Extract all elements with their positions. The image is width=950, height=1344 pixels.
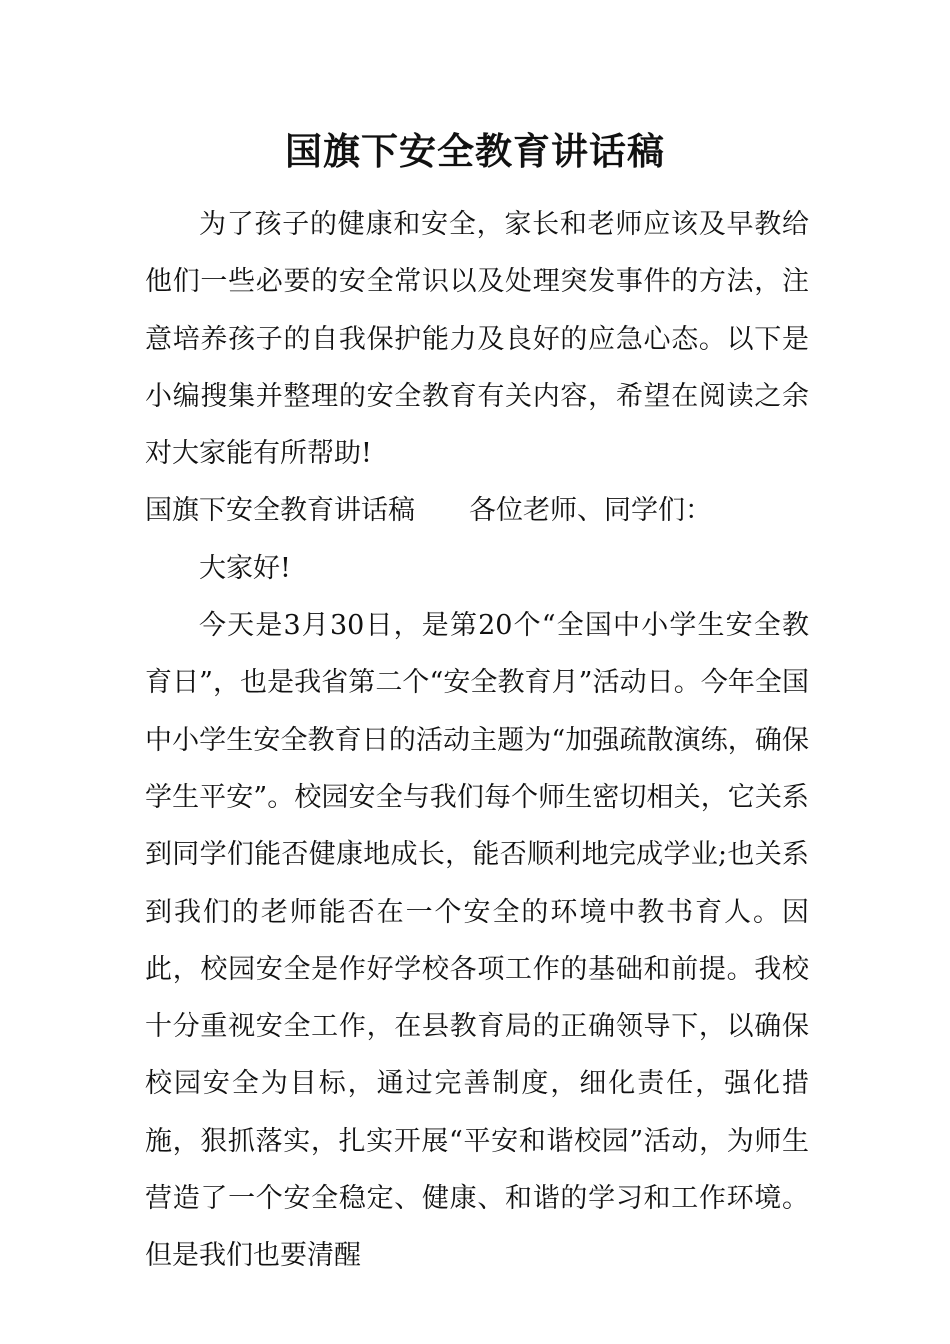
intro-paragraph: 为了孩子的健康和安全，家长和老师应该及早教给他们一些必要的安全常识以及处理突发事件的方法，注意培养孩子的自我保护能力及良好的应急心态。以下是小编搜集并整理的安全教育有关内容，希望在阅读之余对大家能有所帮助! (145, 209, 809, 470)
document-title: 国旗下安全教育讲话稿 (285, 130, 665, 173)
main-paragraph: 今天是3月30日，是第20个“全国中小学生安全教育日”，也是我省第二个“安全教育月”活动日。今年全国中小学生安全教育日的活动主题为“加强疏散演练，确保学生平安”。校园安全与我们每个师生密切相关，它关系到同学们能否健康地成长，能否顺利地完成学业;也关系到我们的老师能否在一个安全的环境中教书育人。因此，校园安全是作好学校各项工作的基础和前提。我校十分重视安全工作，在县教育局的正确领导下，以确保校园安全为目标，通过完善制度，细化责任，强化措施，狠抓落实，扎实开展“平安和谐校园”活动，为师生营造了一个安全稳定、健康、和谐的学习和工作环境。但是我们也要清醒 (145, 610, 809, 1272)
heading-line-title: 国旗下安全教育讲话稿 (145, 495, 415, 527)
heading-line (145, 482, 809, 539)
salutation: 各位老师、同学们： (469, 495, 712, 527)
document-body (145, 196, 809, 1285)
greeting: 大家好! (199, 552, 291, 584)
